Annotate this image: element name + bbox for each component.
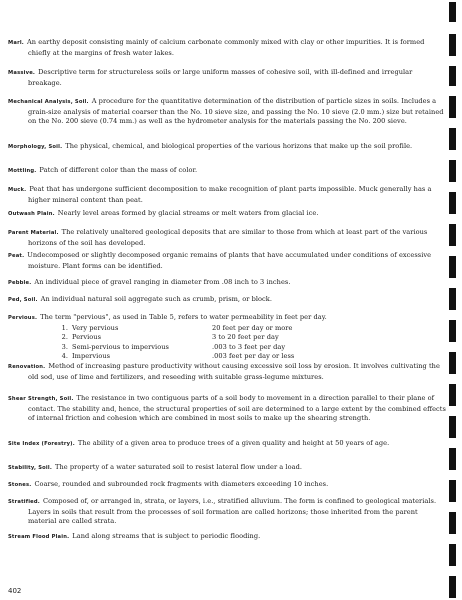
entry-text: The ability of a given area to produce trees of a given quality and height at 50 years of age. — [77, 439, 390, 447]
glossary-entry-marl — [8, 38, 448, 58]
item-value: 3 to 20 feet per day — [212, 333, 279, 342]
entry-text: The physical, chemical, and biological properties of the various horizons that make up the soil profile. — [65, 142, 413, 150]
glossary-entry-muck — [8, 185, 448, 205]
entry-term: Stability, Soil. — [8, 465, 53, 471]
index-mark — [449, 480, 456, 502]
index-mark — [449, 416, 456, 438]
entry-text: The resistance in two contiguous parts of a soil body to movement in a direction parallel to their plane of contact. The stability and, hence, the structural properties of soil are determined to a large extent by the combined effects of internal friction and cohesion which are combined in most soils to make up the shearing strength. — [28, 394, 446, 423]
glossary-entry-renovation — [8, 362, 448, 382]
glossary-entry-stability — [8, 463, 448, 474]
glossary-entry-stream-flood-plain — [8, 532, 448, 543]
index-mark — [449, 2, 456, 22]
entry-term: Site Index (Forestry). — [8, 441, 75, 447]
index-mark — [449, 224, 456, 246]
entry-text: Patch of different color than the mass of color. — [39, 166, 198, 174]
entry-text: An individual natural soil aggregate such as crumb, prism, or block. — [40, 295, 272, 303]
entry-text: Nearly level areas formed by glacial streams or melt waters from glacial ice. — [57, 209, 319, 217]
index-mark — [449, 512, 456, 534]
glossary-entry-site-index — [8, 439, 448, 450]
entry-text: Composed of, or arranged in, strata, or layers, i.e., stratified alluvium. The form is confined to geological materials. Layers in soils that result from the processes of soil formation are called horizons; those inherited from the parent material are called strata. — [28, 497, 437, 526]
entry-text: The relatively unaltered geological deposits that are similar to those from which at least part of the various horizons of the soil has developed. — [28, 228, 428, 247]
entry-text: Land along streams that is subject to periodic flooding. — [72, 532, 261, 540]
item-value: .003 feet per day or less — [212, 352, 295, 361]
list-item — [28, 324, 448, 334]
list-item — [28, 333, 448, 343]
entry-term: Morphology, Soil. — [8, 144, 63, 150]
list-item — [28, 343, 448, 353]
entry-term: Pervious. — [8, 315, 38, 321]
entry-text: Method of increasing pasture productivity without causing excessive soil loss by erosion. It involves cultivating the old sod, use of lime and fertilizers, and reseeding with suitable grass-legume mixtures. — [28, 362, 440, 381]
entry-text: An individual piece of gravel ranging in diameter from .08 inch to 3 inches. — [34, 278, 291, 286]
entry-text: Peat that has undergone sufficient decomposition to make recognition of plant parts impossible. Muck generally has a higher mineral content than peat. — [28, 185, 432, 204]
index-mark — [449, 256, 456, 278]
index-mark — [449, 352, 456, 374]
entry-text: The term "pervious", as used in Table 5, refers to water permeability in feet per day. — [40, 313, 327, 321]
item-value: 20 feet per day or more — [212, 323, 293, 332]
index-mark — [449, 34, 456, 56]
permeability-list — [28, 324, 448, 362]
glossary-entry-pervious — [8, 313, 448, 362]
entry-term: Mottling. — [8, 168, 37, 174]
entry-term: Massive. — [8, 70, 36, 76]
entry-term: Stream Flood Plain. — [8, 534, 70, 540]
glossary-entry-stratified — [8, 497, 448, 527]
entry-term: Shear Strength, Soil. — [8, 396, 74, 402]
item-label: Impervious — [72, 352, 111, 361]
entry-text: Descriptive term for structureless soils or large uniform masses of cohesive soil, with ill-defined and irregular breakage. — [28, 68, 413, 87]
entry-text: The property of a water saturated soil to resist lateral flow under a load. — [55, 463, 302, 471]
index-mark — [449, 544, 456, 566]
entry-text: Undecomposed or slightly decomposed organic remains of plants that have accumulated under conditions of excessive moisture. Plant forms can be identified. — [27, 251, 432, 270]
entry-term: Marl. — [8, 40, 24, 46]
glossary-entry-parent-material — [8, 228, 448, 248]
item-label: Very pervious — [72, 323, 119, 332]
index-mark — [449, 128, 456, 150]
index-mark — [449, 96, 456, 118]
glossary-entry-shear-strength — [8, 394, 448, 424]
index-mark — [449, 66, 456, 86]
glossary-entry-stones — [8, 480, 448, 491]
glossary-entry-ped — [8, 295, 448, 306]
glossary-entry-outwash-plain — [8, 209, 448, 220]
index-mark — [449, 448, 456, 470]
glossary-entry-massive — [8, 68, 448, 88]
entry-term: Mechanical Analysis, Soil. — [8, 99, 89, 105]
index-mark — [449, 192, 456, 214]
index-mark — [449, 288, 456, 310]
entry-term: Peat. — [8, 253, 25, 259]
item-number: 3. — [61, 342, 68, 351]
entry-term: Parent Material. — [8, 230, 59, 236]
glossary-entry-mottling — [8, 166, 448, 177]
list-item — [28, 352, 448, 362]
edge-index-marks — [449, 0, 457, 600]
item-number: 1. — [61, 323, 68, 332]
entry-text: An earthy deposit consisting mainly of calcium carbonate commonly mixed with clay or other impurities. It is formed chiefly at the margins of fresh water lakes. — [26, 38, 425, 57]
entry-term: Renovation. — [8, 364, 46, 370]
entry-text: A procedure for the quantitative determination of the distribution of particle sizes in soils. Includes a grain-size analysis of material coarser than the No. 10 sieve size, and passing the No. 10 sieve (2.0 mm.) size but retained on the No. 200 sieve (0.74 mm.) as well as the hydrometer analysis for the materials passing the No. 200 sieve. — [28, 97, 444, 126]
index-mark — [449, 576, 456, 598]
entry-term: Stones. — [8, 482, 32, 488]
entry-term: Pebble. — [8, 280, 32, 286]
glossary-entry-pebble — [8, 278, 448, 289]
glossary-entry-morphology — [8, 142, 448, 153]
entry-term: Outwash Plain. — [8, 211, 55, 217]
index-mark — [449, 320, 456, 342]
index-mark — [449, 160, 456, 182]
entry-term: Ped, Soil. — [8, 297, 38, 303]
index-mark — [449, 384, 456, 406]
entry-term: Muck. — [8, 187, 27, 193]
item-label: Semi-pervious to impervious — [72, 342, 169, 351]
item-number: 2. — [61, 333, 68, 342]
item-label: Pervious — [72, 333, 102, 342]
item-number: 4. — [61, 352, 68, 361]
item-value: .003 to 3 feet per day — [212, 342, 286, 351]
entry-term: Stratified. — [8, 499, 40, 505]
glossary-entry-mechanical-analysis — [8, 97, 448, 127]
glossary-entry-peat — [8, 251, 448, 271]
entry-text: Coarse, rounded and subrounded rock fragments with diameters exceeding 10 inches. — [34, 480, 329, 488]
page-number: 402 — [8, 587, 22, 595]
